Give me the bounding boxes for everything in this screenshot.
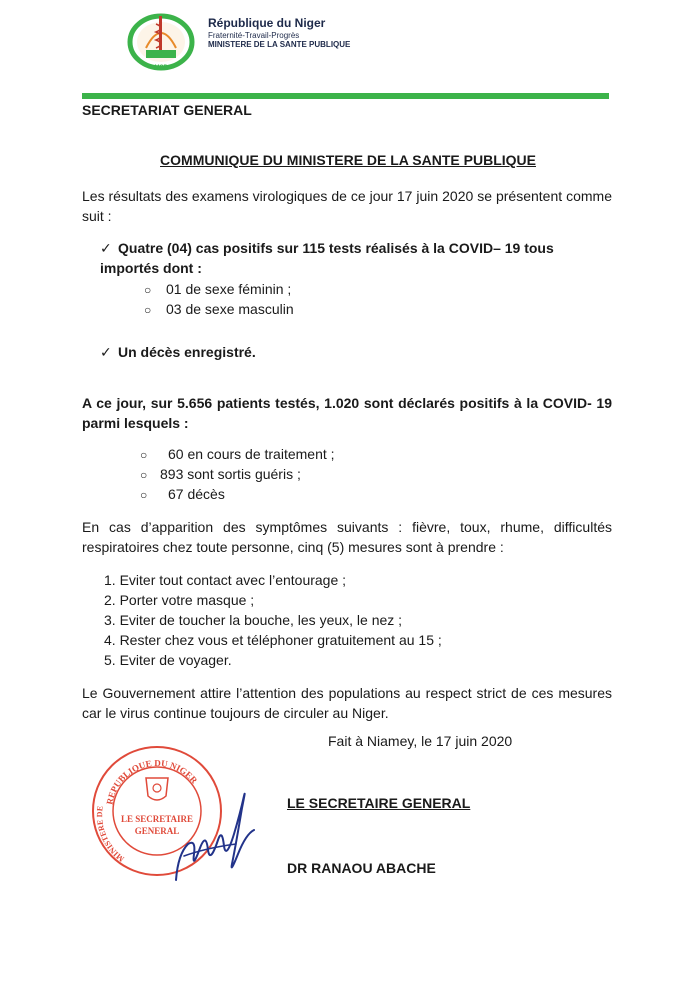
place-date: Fait à Niamey, le 17 juin 2020: [328, 733, 513, 749]
check-icon: ✓: [100, 344, 112, 360]
summary-paragraph: A ce jour, sur 5.656 patients testés, 1.020 sont déclarés positifs à la COVID- 19 parmi lesquels :: [82, 395, 612, 431]
symptoms-paragraph: En cas d’apparition des symptômes suivants : fièvre, toux, rhume, difficultés respiratoires chez toute personne, cinq (5) mesures sont à prendre :: [82, 519, 612, 555]
document-title: COMMUNIQUE DU MINISTERE DE LA SANTE PUBLIQUE: [160, 152, 536, 168]
circle-bullet-icon: ○: [144, 283, 152, 297]
list-item: 893 sont sortis guéris ;: [160, 466, 301, 482]
measure-item: 5. Eviter de voyager.: [104, 652, 232, 668]
bullet-cases-text: Quatre (04) cas positifs sur 115 tests réalisés à la COVID– 19 tous importés dont :: [100, 240, 554, 276]
circle-bullet-icon: ○: [140, 488, 148, 502]
list-item: 60 en cours de traitement ;: [168, 446, 335, 462]
signature: [166, 784, 260, 884]
logo-label: MSP: [154, 65, 168, 71]
measure-item: 1. Eviter tout contact avec l’entourage ;: [104, 572, 347, 588]
check-icon: ✓: [100, 240, 112, 256]
closing-paragraph: Le Gouvernement attire l’attention des populations au respect strict de ces mesures car le virus continue toujours de circuler au Niger.: [82, 685, 612, 721]
header: [208, 17, 350, 49]
header-divider: [82, 93, 609, 99]
list-item: 01 de sexe féminin ;: [166, 281, 292, 297]
country-name: République du Niger: [208, 16, 326, 30]
ministry-logo: [126, 10, 196, 72]
bullet-death-text: Un décès enregistré.: [118, 344, 256, 360]
circle-bullet-icon: ○: [140, 448, 148, 462]
ministry-name: MINISTERE DE LA SANTE PUBLIQUE: [208, 39, 351, 49]
signer-title: LE SECRETAIRE GENERAL: [287, 795, 471, 811]
stamp-inner-line1: LE SECRETAIRE: [120, 814, 194, 824]
bullet-death: [100, 342, 612, 362]
signer-name: DR RANAOU ABACHE: [287, 860, 436, 876]
circle-bullet-icon: ○: [140, 468, 148, 482]
circle-bullet-icon: ○: [144, 303, 152, 317]
stamp-inner-line2: GENERAL: [134, 826, 180, 836]
section-heading: SECRETARIAT GENERAL: [82, 102, 252, 118]
intro-paragraph: Les résultats des examens virologiques de ce jour 17 juin 2020 se présentent comme suit :: [82, 188, 612, 224]
stamp-left-text: MINISTERE DE: [95, 805, 126, 864]
list-item: 03 de sexe masculin: [166, 301, 294, 317]
list-item: 67 décès: [168, 486, 225, 502]
bullet-cases: [100, 238, 612, 278]
motto: Fraternité-Travail-Progrès: [208, 30, 300, 40]
measure-item: 3. Eviter de toucher la bouche, les yeux, le nez ;: [104, 612, 403, 628]
measure-item: 4. Rester chez vous et téléphoner gratuitement au 15 ;: [104, 632, 442, 648]
stamp-top-text: REPUBLIQUE DU NIGER: [104, 757, 200, 806]
measure-item: 2. Porter votre masque ;: [104, 592, 255, 608]
